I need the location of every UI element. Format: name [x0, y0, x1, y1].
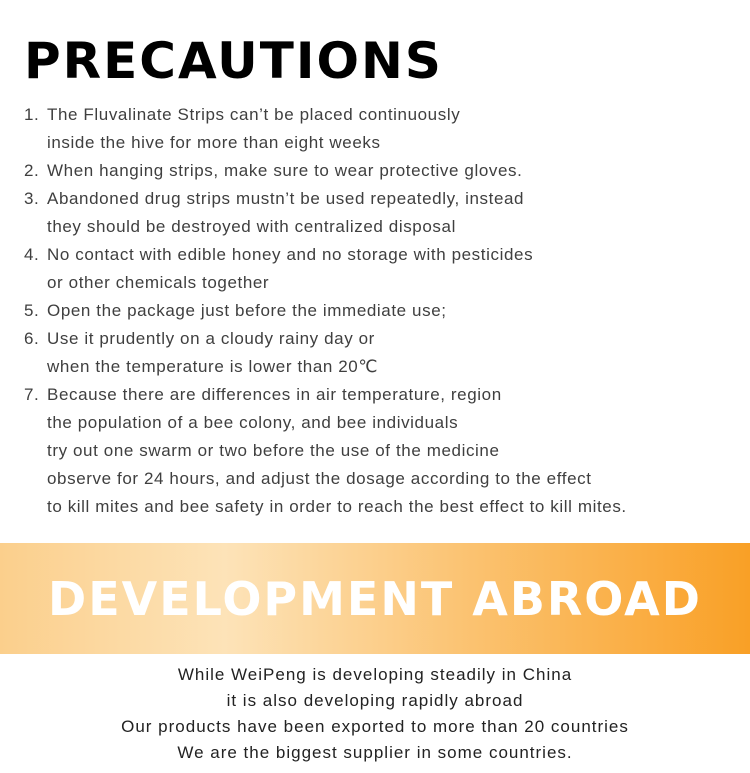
- development-line: Our products have been exported to more than 20 countries: [121, 717, 629, 736]
- list-item: [24, 325, 739, 381]
- precautions-list: [24, 101, 739, 521]
- item-text: to kill mites and bee safety in order to reach the best effect to kill mites.: [47, 497, 627, 516]
- item-text: When hanging strips, make sure to wear protective gloves.: [47, 161, 523, 180]
- development-line: it is also developing rapidly abroad: [226, 691, 524, 710]
- development-banner: [0, 543, 750, 654]
- item-number: 3.: [24, 189, 40, 208]
- item-text: the population of a bee colony, and bee individuals: [47, 413, 459, 432]
- item-text: The Fluvalinate Strips can’t be placed continuously: [47, 105, 461, 124]
- list-item: [24, 297, 739, 325]
- item-text: Use it prudently on a cloudy rainy day or: [47, 329, 375, 348]
- item-text: when the temperature is lower than 20℃: [47, 357, 379, 376]
- development-text: [0, 662, 750, 766]
- item-number: 4.: [24, 245, 40, 264]
- development-title: DEVELOPMENT ABROAD: [48, 572, 702, 626]
- item-text: they should be destroyed with centralized disposal: [47, 217, 456, 236]
- item-number: 5.: [24, 301, 40, 320]
- item-text: Because there are differences in air temperature, region: [47, 385, 502, 404]
- development-line: We are the biggest supplier in some countries.: [177, 743, 573, 762]
- list-item: [24, 381, 739, 521]
- item-number: 6.: [24, 329, 40, 348]
- item-text: inside the hive for more than eight weeks: [47, 133, 381, 152]
- list-item: [24, 157, 739, 185]
- item-number: 2.: [24, 161, 40, 180]
- item-text: or other chemicals together: [47, 273, 270, 292]
- precautions-title: PRECAUTIONS: [24, 32, 443, 90]
- list-item: [24, 241, 739, 297]
- item-text: No contact with edible honey and no storage with pesticides: [47, 245, 534, 264]
- item-text: try out one swarm or two before the use of the medicine: [47, 441, 500, 460]
- item-text: observe for 24 hours, and adjust the dosage according to the effect: [47, 469, 592, 488]
- development-line: While WeiPeng is developing steadily in China: [177, 665, 573, 684]
- list-item: [24, 185, 739, 241]
- item-text: Abandoned drug strips mustn’t be used repeatedly, instead: [47, 189, 525, 208]
- item-text: Open the package just before the immediate use;: [47, 301, 447, 320]
- item-number: 1.: [24, 105, 40, 124]
- item-number: 7.: [24, 385, 40, 404]
- list-item: [24, 101, 739, 157]
